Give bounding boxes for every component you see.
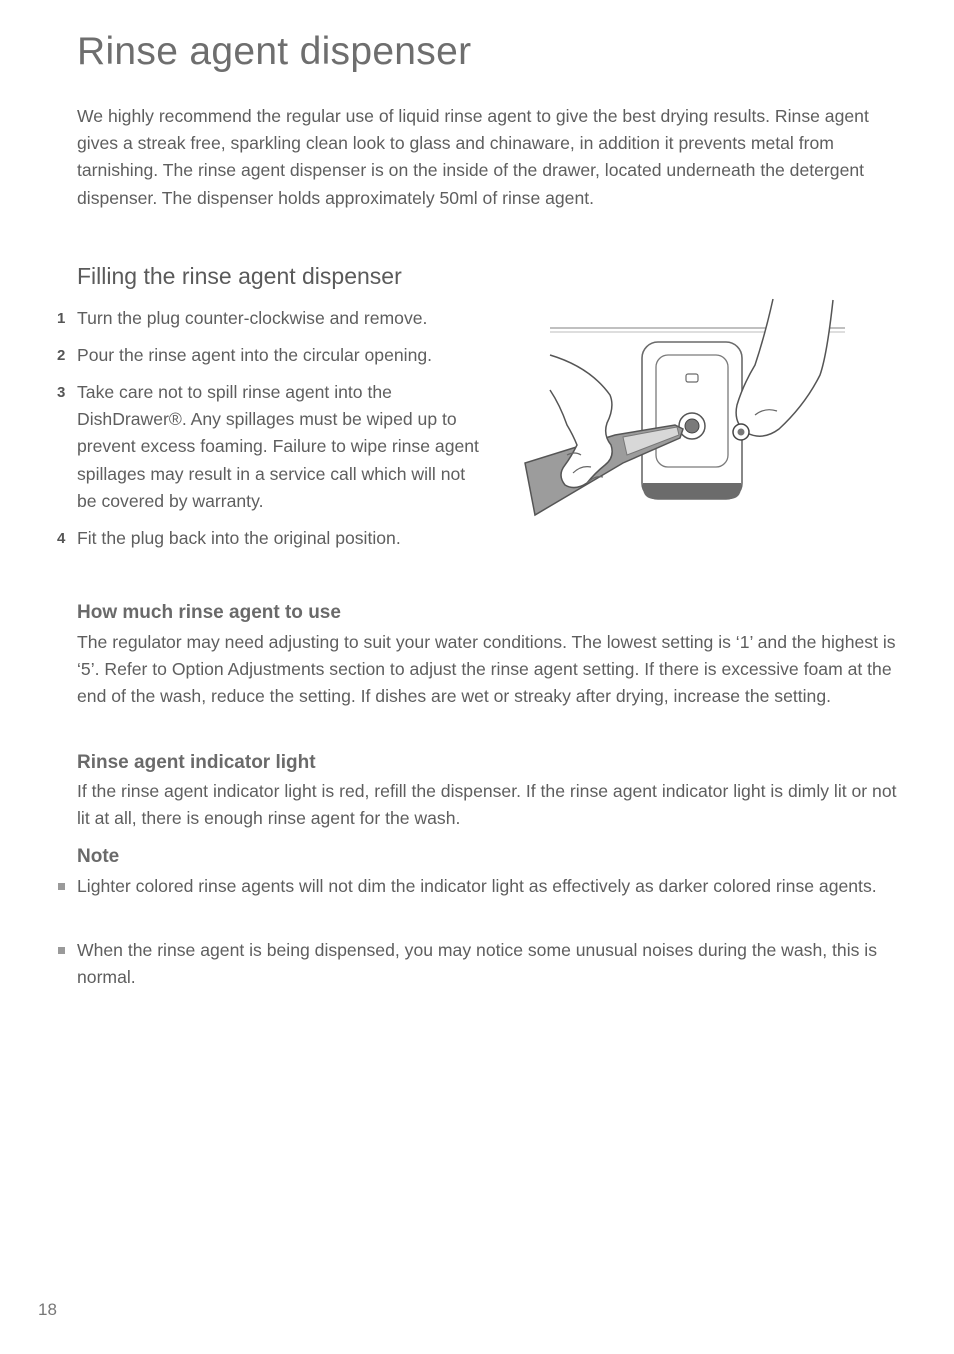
how-much-paragraph: The regulator may need adjusting to suit your water conditions. The lowest setting is ‘1’ and the highest is ‘5’. Refer to Option Adjustments section to adjust the rinse agent setting. If there is excessive foam at the end of the wash, reduce the setting. If dishes are wet or streaky after drying, increase the setting. (77, 632, 896, 707)
intro-paragraph: We highly recommend the regular use of liquid rinse agent to give the best drying results. Rinse agent gives a streak free, sparkling clean look to glass and chinaware, in addition it prevents metal from tarnishing. The rinse agent dispenser is on the inside of the drawer, located underneath the detergent dispenser. The dispenser holds approximately 50ml of rinse agent. (77, 106, 869, 208)
how-much-heading: How much rinse agent to use (77, 602, 341, 623)
bullet-square-icon (58, 947, 65, 954)
step-number: 4 (57, 530, 66, 547)
bullet-text: When the rinse agent is being dispensed, you may notice some unusual noises during the wash, this is normal. (77, 940, 878, 988)
step-number: 2 (57, 347, 66, 364)
bullet-text: Lighter colored rinse agents will not dim the indicator light as effectively as darker colored rinse agents. (77, 876, 877, 896)
step-number: 1 (57, 310, 66, 327)
filling-heading: Filling the rinse agent dispenser (77, 263, 402, 289)
indicator-heading: Rinse agent indicator light (77, 752, 316, 773)
step-text: Fit the plug back into the original position. (77, 528, 401, 548)
step-text: Take care not to spill rinse agent into the DishDrawer®. Any spillages must be wiped up to prevent excess foaming. Failure to wipe rinse agent spillages may result in a service call which will not be covered by warranty. (77, 382, 479, 511)
step-text: Turn the plug counter-clockwise and remove. (77, 308, 428, 328)
page-title: Rinse agent dispenser (77, 30, 472, 73)
rinse-dispenser-illustration (515, 295, 850, 523)
step-number: 3 (57, 384, 66, 401)
bullet-square-icon (58, 883, 65, 890)
page-number: 18 (38, 1300, 57, 1319)
note-heading: Note (77, 846, 120, 867)
step-text: Pour the rinse agent into the circular opening. (77, 345, 433, 365)
indicator-paragraph: If the rinse agent indicator light is red, refill the dispenser. If the rinse agent indicator light is dimly lit or not lit at all, there is enough rinse agent for the wash. (77, 781, 897, 829)
